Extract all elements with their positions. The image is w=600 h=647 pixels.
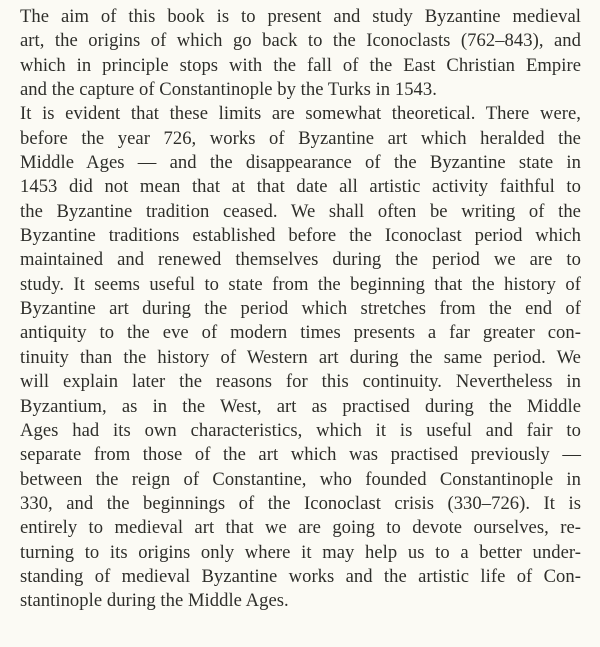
text-line: entirely to medieval art that we are going to devote ourselves, re- [20, 517, 581, 539]
text-line: will explain later the reasons for this continuity. Nevertheless in [20, 371, 581, 393]
text-line: study. It seems useful to state from the beginning that the history of [20, 273, 581, 295]
text-line: turning to its origins only where it may help us to a better under- [20, 541, 581, 563]
text-line: Byzantium, as in the West, art as practised during the Middle [20, 395, 581, 417]
paragraph-1 [20, 5, 581, 102]
text-line: separate from those of the art which was practised previously — [20, 444, 581, 466]
text-line: tinuity than the history of Western art during the same period. We [20, 346, 581, 368]
text-line: Byzantine traditions established before the Iconoclast period which [20, 225, 581, 247]
paragraph-2 [20, 102, 581, 613]
text-line: maintained and renewed themselves during the period we are to [20, 249, 581, 271]
text-line: Middle Ages — and the disappearance of the Byzantine state in [20, 152, 581, 174]
text-line: It is evident that these limits are somewhat theoretical. There were, [20, 103, 581, 125]
text-line: antiquity to the eve of modern times presents a far greater con- [20, 322, 581, 344]
text-line: before the year 726, works of Byzantine art which heralded the [20, 127, 581, 149]
text-line: the Byzantine tradition ceased. We shall often be writing of the [20, 200, 581, 222]
text-line: 330, and the beginnings of the Iconoclast crisis (330–726). It is [20, 492, 581, 514]
text-line: Byzantine art during the period which stretches from the end of [20, 298, 581, 320]
text-line: 1453 did not mean that at that date all artistic activity faithful to [20, 176, 581, 198]
text-line: and the capture of Constantinople by the Turks in 1543. [20, 79, 437, 101]
text-line: stantinople during the Middle Ages. [20, 590, 289, 612]
text-line: The aim of this book is to present and study Byzantine medieval [20, 6, 581, 27]
text-line: Ages had its own characteristics, which it is useful and fair to [20, 419, 581, 441]
text-line: between the reign of Constantine, who founded Constantinople in [20, 468, 581, 490]
text-line: art, the origins of which go back to the Iconoclasts (762–843), and [20, 30, 581, 52]
text-line: which in principle stops with the fall of the East Christian Empire [20, 54, 581, 76]
text-line: standing of medieval Byzantine works and the artistic life of Con- [20, 565, 581, 587]
